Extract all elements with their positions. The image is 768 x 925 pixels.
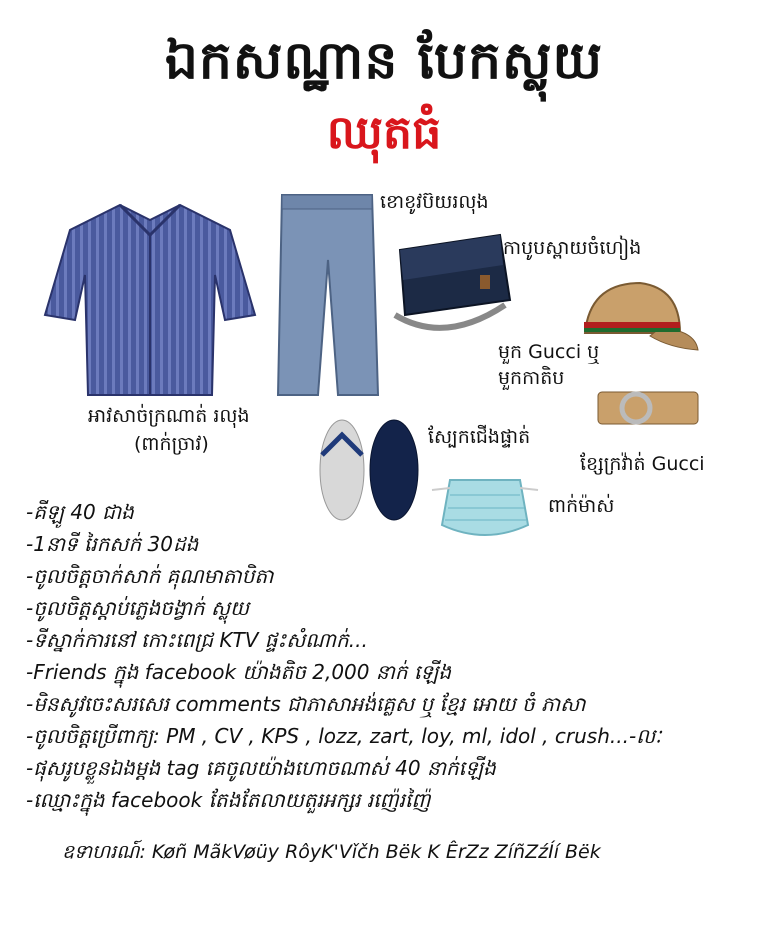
label-belt: ខ្សែក្រវ៉ាត់ Gucci	[580, 453, 705, 475]
list-item: -1នាទី រៃកសក់ 30ដង	[26, 532, 199, 556]
label-slippers: ស្បែកជើងផ្ទាត់	[428, 426, 531, 448]
page-title: ឯកសណ្ឋាន បែកស្លុយ	[164, 31, 604, 91]
label-cap-line1: មួក Gucci ឬ	[498, 341, 600, 363]
list-item: -គីឡូ 40 ជាង	[26, 500, 134, 524]
belt-image	[596, 378, 700, 438]
label-mask: ពាក់ម៉ាស់	[548, 495, 615, 517]
list-item: -Friends ក្នុង facebook យ៉ាងតិច 2,000 នាក់ ឡើង	[26, 660, 452, 684]
label-shirt-line2: (ពាក់ច្រាវ)	[134, 433, 209, 455]
page-subtitle: ឈុតធំ	[326, 105, 442, 159]
characteristics-list	[26, 496, 756, 816]
list-item: -ទីស្នាក់ការនៅ កោះពេជ្រ KTV ផ្ទះសំណាក់...	[26, 628, 368, 652]
example-text: ឧទាហរណ៍: Køñ MãkVøüy RôyK'Vǐčh Bëk K ÊrZz ZíñZźÍí Bëk	[62, 841, 601, 863]
list-item: -ចូលចិត្តចាក់សាក់ គុណមាតាបិតា	[26, 564, 274, 588]
bag-image	[385, 225, 520, 335]
list-item: -ចូលចិត្តប្រើពាក្យ: PM , CV , KPS , lozz, zart, loy, ml, idol , crush...-លៈ	[26, 724, 662, 748]
label-shirt-line1: អាវសាច់ក្រណាត់ រលុង	[88, 405, 250, 427]
list-item: -ចូលចិត្តស្តាប់ភ្លេងចង្វាក់ ស្លុយ	[26, 596, 250, 620]
label-bag: កាបូបស្ពាយចំហៀង	[503, 237, 642, 259]
list-item: -ឈ្មោះក្នុង facebook តែងតែលាយតួរអក្សរ រញ៉េរញ៉ៃ	[26, 788, 431, 812]
jeans-image	[272, 190, 382, 400]
list-item: -ផុសរូបខ្លួនឯងម្តង tag គេចូលយ៉ាងហោចណាស់ 40 នាក់ឡើង	[26, 756, 496, 780]
list-item: -មិនសូវចេះសរសេរ comments ជាភាសាអង់គ្លេស ឬ ខ្មែរ អោយ ចំ ភាសា	[26, 692, 586, 716]
label-jeans: ខោខូវប៊យរលុង	[380, 191, 489, 213]
label-cap-line2: មួកកាតិប	[498, 367, 565, 389]
shirt-image	[40, 195, 260, 405]
